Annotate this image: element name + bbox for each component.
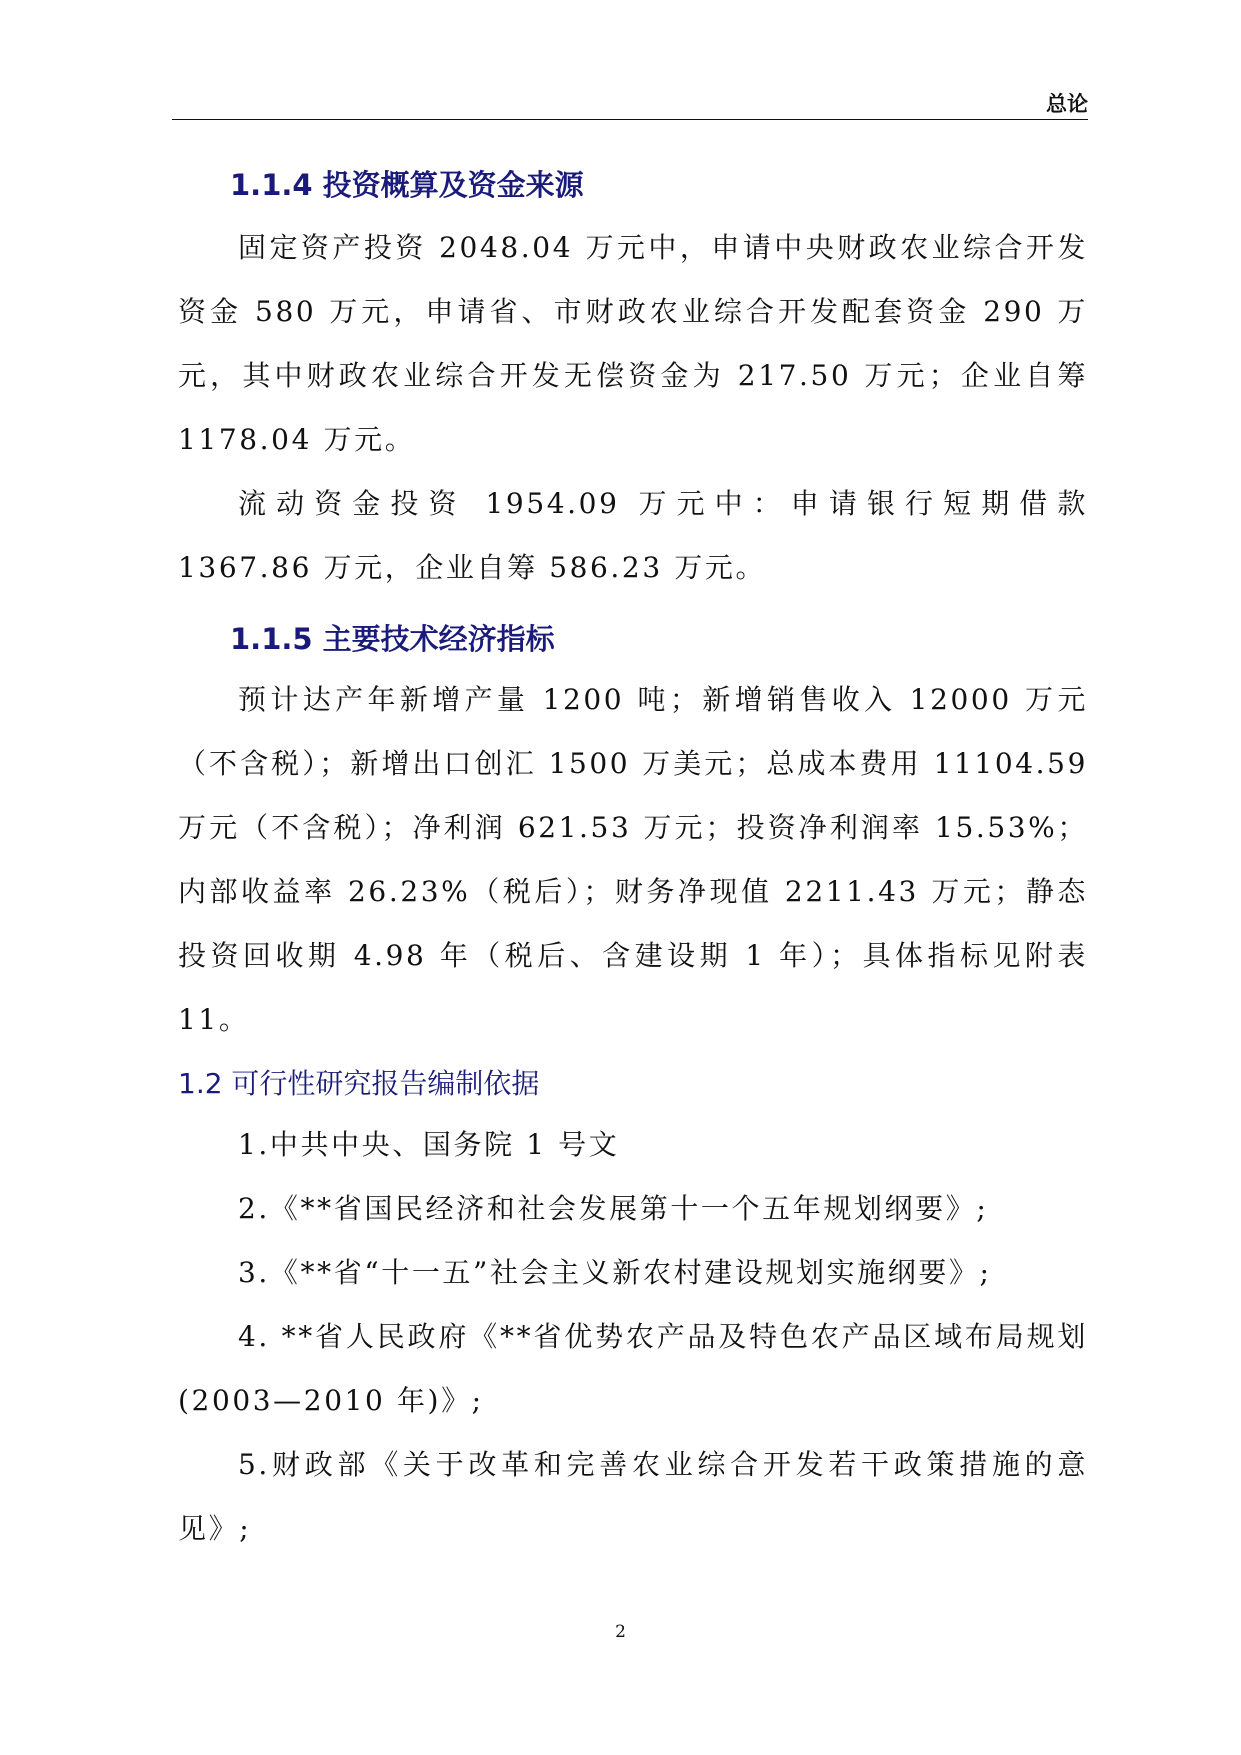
basis-list [178, 1113, 1088, 1561]
section-1-1-5-heading: 1.1.5 主要技术经济指标 [230, 622, 555, 656]
basis-item-3: 3.《**省“十一五”社会主义新农村建设规划实施纲要》; [238, 1256, 992, 1289]
section-1-2-heading: 1.2 可行性研究报告编制依据 [178, 1067, 540, 1100]
paragraph-fixed-assets: 固定资产投资 2048.04 万元中，申请中央财政农业综合开发资金 580 万元，申请省、市财政农业综合开发配套资金 290 万元，其中财政农业综合开发无偿资金为 217.50 万元；企业自筹 1178.04 万元。 [178, 231, 1088, 456]
section-1-1-5-body [178, 668, 1088, 1052]
running-header: 总论 [1046, 92, 1088, 116]
paragraph-working-capital: 流动资金投资 1954.09 万元中：申请银行短期借款 1367.86 万元，企业自筹 586.23 万元。 [178, 487, 1088, 584]
paragraph-indicators: 预计达产年新增产量 1200 吨；新增销售收入 12000 万元（不含税）；新增出口创汇 1500 万美元；总成本费用 11104.59 万元（不含税）；净利润 621.53 万元；投资净利润率 15.53%；内部收益率 26.23%（税后）；财务净现值 2211.43 万元；静态投资回收期 4.98 年（税后、含建设期 1 年）；具体指标见附表 11。 [178, 683, 1088, 1036]
header-divider [172, 119, 1088, 120]
basis-item-1: 1.中共中央、国务院 1 号文 [238, 1128, 620, 1161]
section-1-1-4-body [178, 216, 1088, 600]
basis-item-4: 4. **省人民政府《**省优势农产品及特色农产品区域布局规划(2003—2010 年)》; [178, 1320, 1088, 1417]
basis-item-2: 2.《**省国民经济和社会发展第十一个五年规划纲要》; [238, 1192, 989, 1225]
section-1-1-4-heading: 1.1.4 投资概算及资金来源 [230, 168, 584, 202]
basis-item-5: 5.财政部《关于改革和完善农业综合开发若干政策措施的意见》; [178, 1448, 1088, 1545]
page-number: 2 [615, 1622, 626, 1642]
